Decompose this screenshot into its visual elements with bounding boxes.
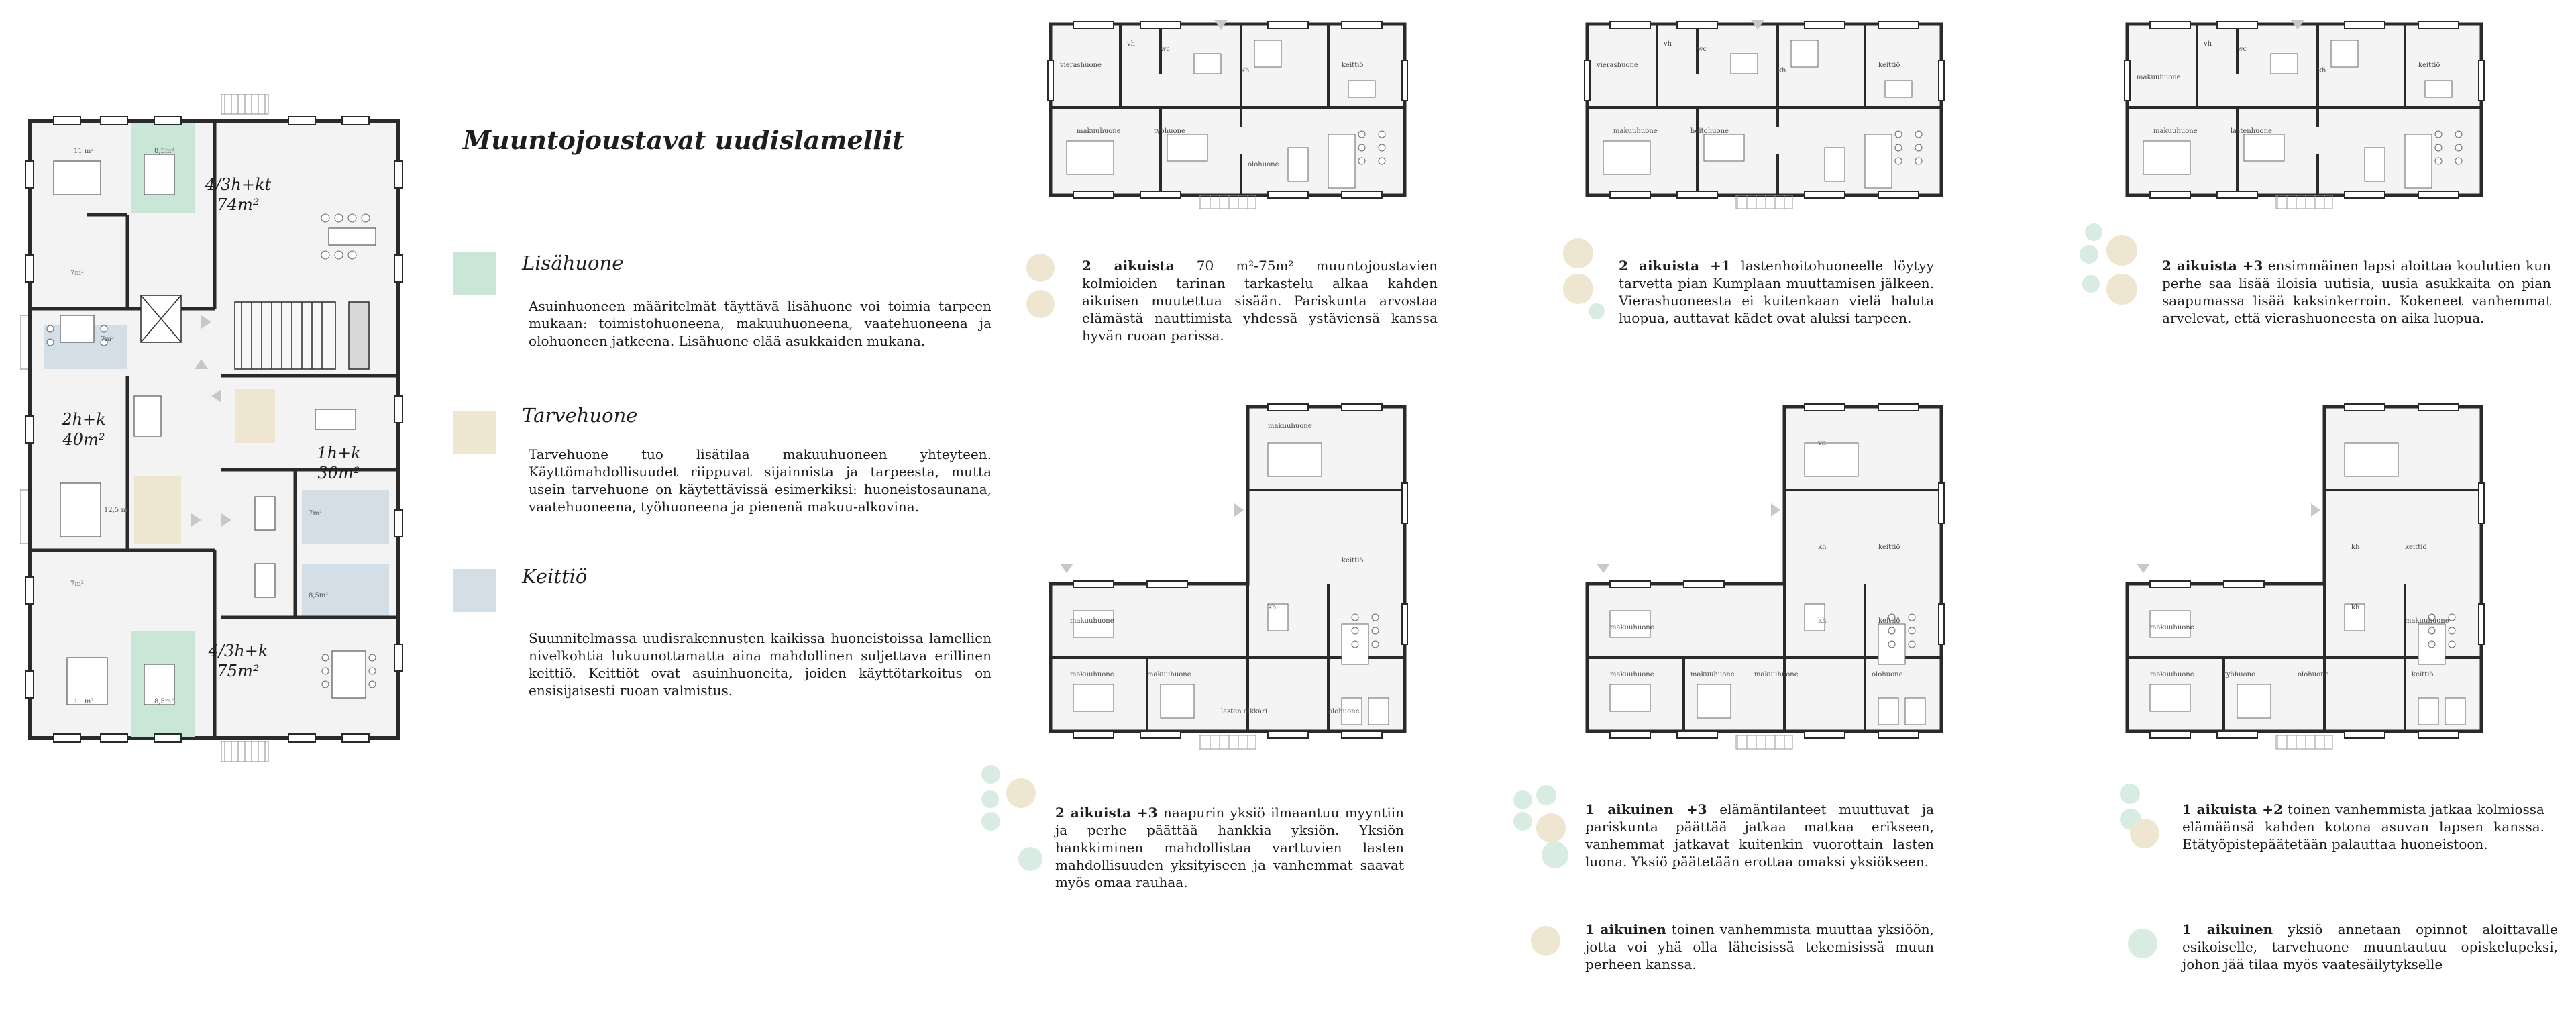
room-label: kh [2318, 67, 2326, 74]
legend-text: Suunnitelmassa uudisrakennusten kaikissa huoneistoissa lamellien nivelkohtia lukuunottamatta aina mahdollinen suljettava erillinen keittiö. Keittiöt ovat asuinhuoneita, joiden käyttötarkoitus on ensisijaisesti ruoan valmistus. [529, 630, 991, 699]
area-tag: 8,5m² [154, 148, 174, 155]
area-tag: 7m² [70, 580, 84, 588]
person-bubble [1018, 847, 1042, 871]
room-label: wc [1697, 46, 1707, 53]
legend-text: Tarvehuone tuo lisätilaa makuuhuoneen yhteyteen. Käyttömahdollisuudet riippuvat sijainnista ja tarpeesta, mutta usein tarvehuone on käytettävissä esimerkiksi: huoneistosaunana, vaatehuoneena, työhuoneena ja pienenä makuu-alkovina. [529, 446, 991, 515]
room-label: vh [1127, 40, 1136, 48]
main-floor-plan [20, 94, 436, 765]
area-tag: 11 m² [74, 698, 94, 705]
person-bubble [2106, 274, 2137, 305]
person-bubble [981, 812, 1000, 831]
legend-swatch-beige [453, 411, 496, 454]
legend-swatch-blue [453, 569, 496, 612]
person-bubble [1542, 841, 1568, 868]
room-label: olohuone [1248, 161, 1279, 168]
person-bubble [2128, 929, 2157, 958]
person-bubble [1531, 926, 1560, 956]
room-label: makuuhuone [1070, 617, 1114, 625]
room-label: keittiö [1878, 617, 1900, 625]
person-bubble [981, 765, 1000, 784]
room-label: keittiö [2418, 62, 2440, 69]
person-bubble [981, 790, 999, 808]
scenario-plan-2 [1583, 20, 1945, 211]
room-label: kh [1818, 544, 1827, 551]
room-label: makuuhuone [2150, 624, 2194, 631]
person-bubble [2080, 245, 2098, 264]
scenario-plan-5 [1583, 403, 1945, 752]
room-label: olohuone [1872, 671, 1903, 678]
room-label: työhuone [1154, 127, 1185, 135]
area-tag: 8,5m² [309, 592, 329, 599]
scenario-plan-6 [2123, 403, 2485, 752]
person-bubble [1026, 290, 1055, 318]
legend-title: Lisähuone [522, 252, 624, 274]
room-label: vierashuone [1597, 62, 1638, 69]
person-bubble [2106, 235, 2137, 266]
apt-label-3: 1h+k 30m² [317, 444, 361, 482]
room-label: makuuhuone [1613, 127, 1658, 135]
scenario-plan-4 [1046, 403, 1409, 752]
area-tag: 8,5m² [154, 698, 174, 705]
person-bubble [1536, 785, 1556, 805]
room-label: keittiö [1342, 557, 1364, 564]
scenario-6-text: 1 aikuista +2 toinen vanhemmista jatkaa kolmiossa elämäänsä kahden kotona asuvan lapsen kanssa. Etätyöpistepäätetään palauttaa huoneistoon. [2182, 801, 2544, 852]
room-label: makuuhuone [2137, 74, 2181, 81]
room-label: makuuhuone [1077, 127, 1121, 135]
room-label: makuuhuone [1754, 671, 1799, 678]
room-label: työhuone [2224, 671, 2255, 678]
scenario-6b-text: 1 aikuinen yksiö annetaan opinnot aloittavalle esikoiselle, tarvehuone muuntautuu opiskelupeksi, johon jää tilaa myös vaatesäilytykselle [2182, 921, 2558, 972]
person-bubble [1563, 274, 1593, 304]
scenario-2-text: 2 aikuista +1 lastenhoitohuoneelle löytyy tarvetta pian Kumplaan muuttamisen jälkeen. Vierashuoneesta ei kuitenkaan vielä haluta luopua, auttavat kädet ovat aluksi tarpeen. [1619, 258, 1934, 326]
area-tag: 7m² [309, 510, 322, 517]
scenario-1-text: 2 aikuista 70 m²-75m² muuntojoustavien kolmioiden tarinan tarkastelu alkaa kahden aikuisen muutettua sisään. Pariskunta arvostaa elämästä nauttimista yhdessä ystäviensä kanssa hyvän ruoan parissa. [1082, 258, 1438, 344]
room-label: wc [1161, 46, 1171, 53]
person-bubble [1026, 254, 1055, 282]
apt-label-4: 4/3h+k 75m² [208, 642, 268, 680]
room-label: vh [1818, 440, 1827, 447]
room-label: makuuhuone [1147, 671, 1191, 678]
area-tag: 7m² [70, 270, 84, 277]
person-bubble [1513, 812, 1532, 831]
room-label: makuuhuone [1690, 671, 1735, 678]
page-title: Muuntojoustavat uudislamellit [463, 125, 904, 155]
person-bubble [2120, 784, 2140, 804]
room-label: hoitohuone [1690, 127, 1729, 135]
person-bubble [2085, 223, 2102, 241]
room-label: keittiö [2405, 544, 2427, 551]
apt-label-2: 2h+k 40m² [62, 410, 106, 449]
person-bubble [1513, 790, 1532, 809]
scenario-5b-text: 1 aikuinen toinen vanhemmista muuttaa yksiöön, jotta voi yhä olla läheisissä tekemisissä muun perheen kanssa. [1585, 921, 1934, 972]
room-label: makuuhuone [2150, 671, 2194, 678]
room-label: makuuhuone [2153, 127, 2198, 135]
person-bubble [2130, 819, 2159, 848]
person-bubble [1589, 303, 1605, 319]
room-label: kh [1241, 67, 1250, 74]
room-label: makuuhuone [1268, 423, 1312, 430]
scenario-plan-1 [1046, 20, 1409, 211]
legend-title: Keittiö [522, 565, 588, 588]
room-label: lastenhuone [2231, 127, 2272, 135]
area-tag: 12,5 m² [104, 507, 130, 514]
room-label: olohuone [1328, 708, 1360, 715]
area-tag: 7m² [101, 336, 114, 343]
room-label: vh [1664, 40, 1672, 48]
room-label: vierashuone [1060, 62, 1102, 69]
person-bubble [1006, 778, 1036, 808]
scenario-3-text: 2 aikuista +3 ensimmäinen lapsi aloittaa koulutien kun perhe saa lisää iloisia uutisia, uusia asukkaita on pian saapumassa lisää kaksinkerroin. Kokeneet vanhemmat arvelevat, että vierashuoneesta on aika luopua. [2162, 258, 2552, 326]
scenario-plan-3 [2123, 20, 2485, 211]
room-label: keittiö [1878, 544, 1900, 551]
scenario-4-text: 2 aikuista +3 naapurin yksiö ilmaantuu myyntiin ja perhe päättää hankkia yksiön. Yksiön hankkiminen mahdollistaa varttuvien lasten mahdollisuuden yksityiseen ja vanhemmat saavat myös omaa rauhaa. [1055, 805, 1404, 890]
room-label: makuuhuone [1070, 671, 1114, 678]
scenario-5-text: 1 aikuinen +3 elämäntilanteet muuttuvat ja pariskunta päättää jatkaa matkaa erikseen, vanhemmat jatkavat kuitenkin vuorottain lasten luona. Yksiö päätetään erottaa omaksi yksiökseen. [1585, 801, 1934, 870]
room-label: makuuhuone [1610, 671, 1654, 678]
legend-text: Asuinhuoneen määritelmät täyttävä lisähuone voi toimia tarpeen mukaan: toimistohuoneena, makuuhuoneena, vaatehuoneena ja olohuoneen jatkeena. Lisähuone elää asukkaiden mukana. [529, 298, 991, 349]
room-label: keittiö [2412, 671, 2434, 678]
room-label: keittiö [1342, 62, 1364, 69]
person-bubble [2082, 275, 2100, 293]
room-label: wc [2237, 46, 2247, 53]
legend-swatch-green [453, 252, 496, 295]
room-label: keittiö [1878, 62, 1900, 69]
legend-title: Tarvehuone [522, 404, 638, 427]
room-label: vh [2204, 40, 2212, 48]
room-label: kh [2351, 604, 2360, 611]
person-bubble [1536, 813, 1566, 843]
room-label: kh [1778, 67, 1786, 74]
person-bubble [1563, 238, 1593, 268]
area-tag: 11 m² [74, 148, 94, 155]
room-label: kh [1268, 604, 1277, 611]
room-label: kh [1818, 617, 1827, 625]
room-label: makuuhuone [1610, 624, 1654, 631]
room-label: olohuone [2298, 671, 2329, 678]
room-label: makuuhuone [2405, 617, 2449, 625]
room-label: lasten olkkari [1221, 708, 1268, 715]
apt-label-1: 4/3h+kt 74m² [205, 175, 272, 214]
room-label: kh [2351, 544, 2360, 551]
